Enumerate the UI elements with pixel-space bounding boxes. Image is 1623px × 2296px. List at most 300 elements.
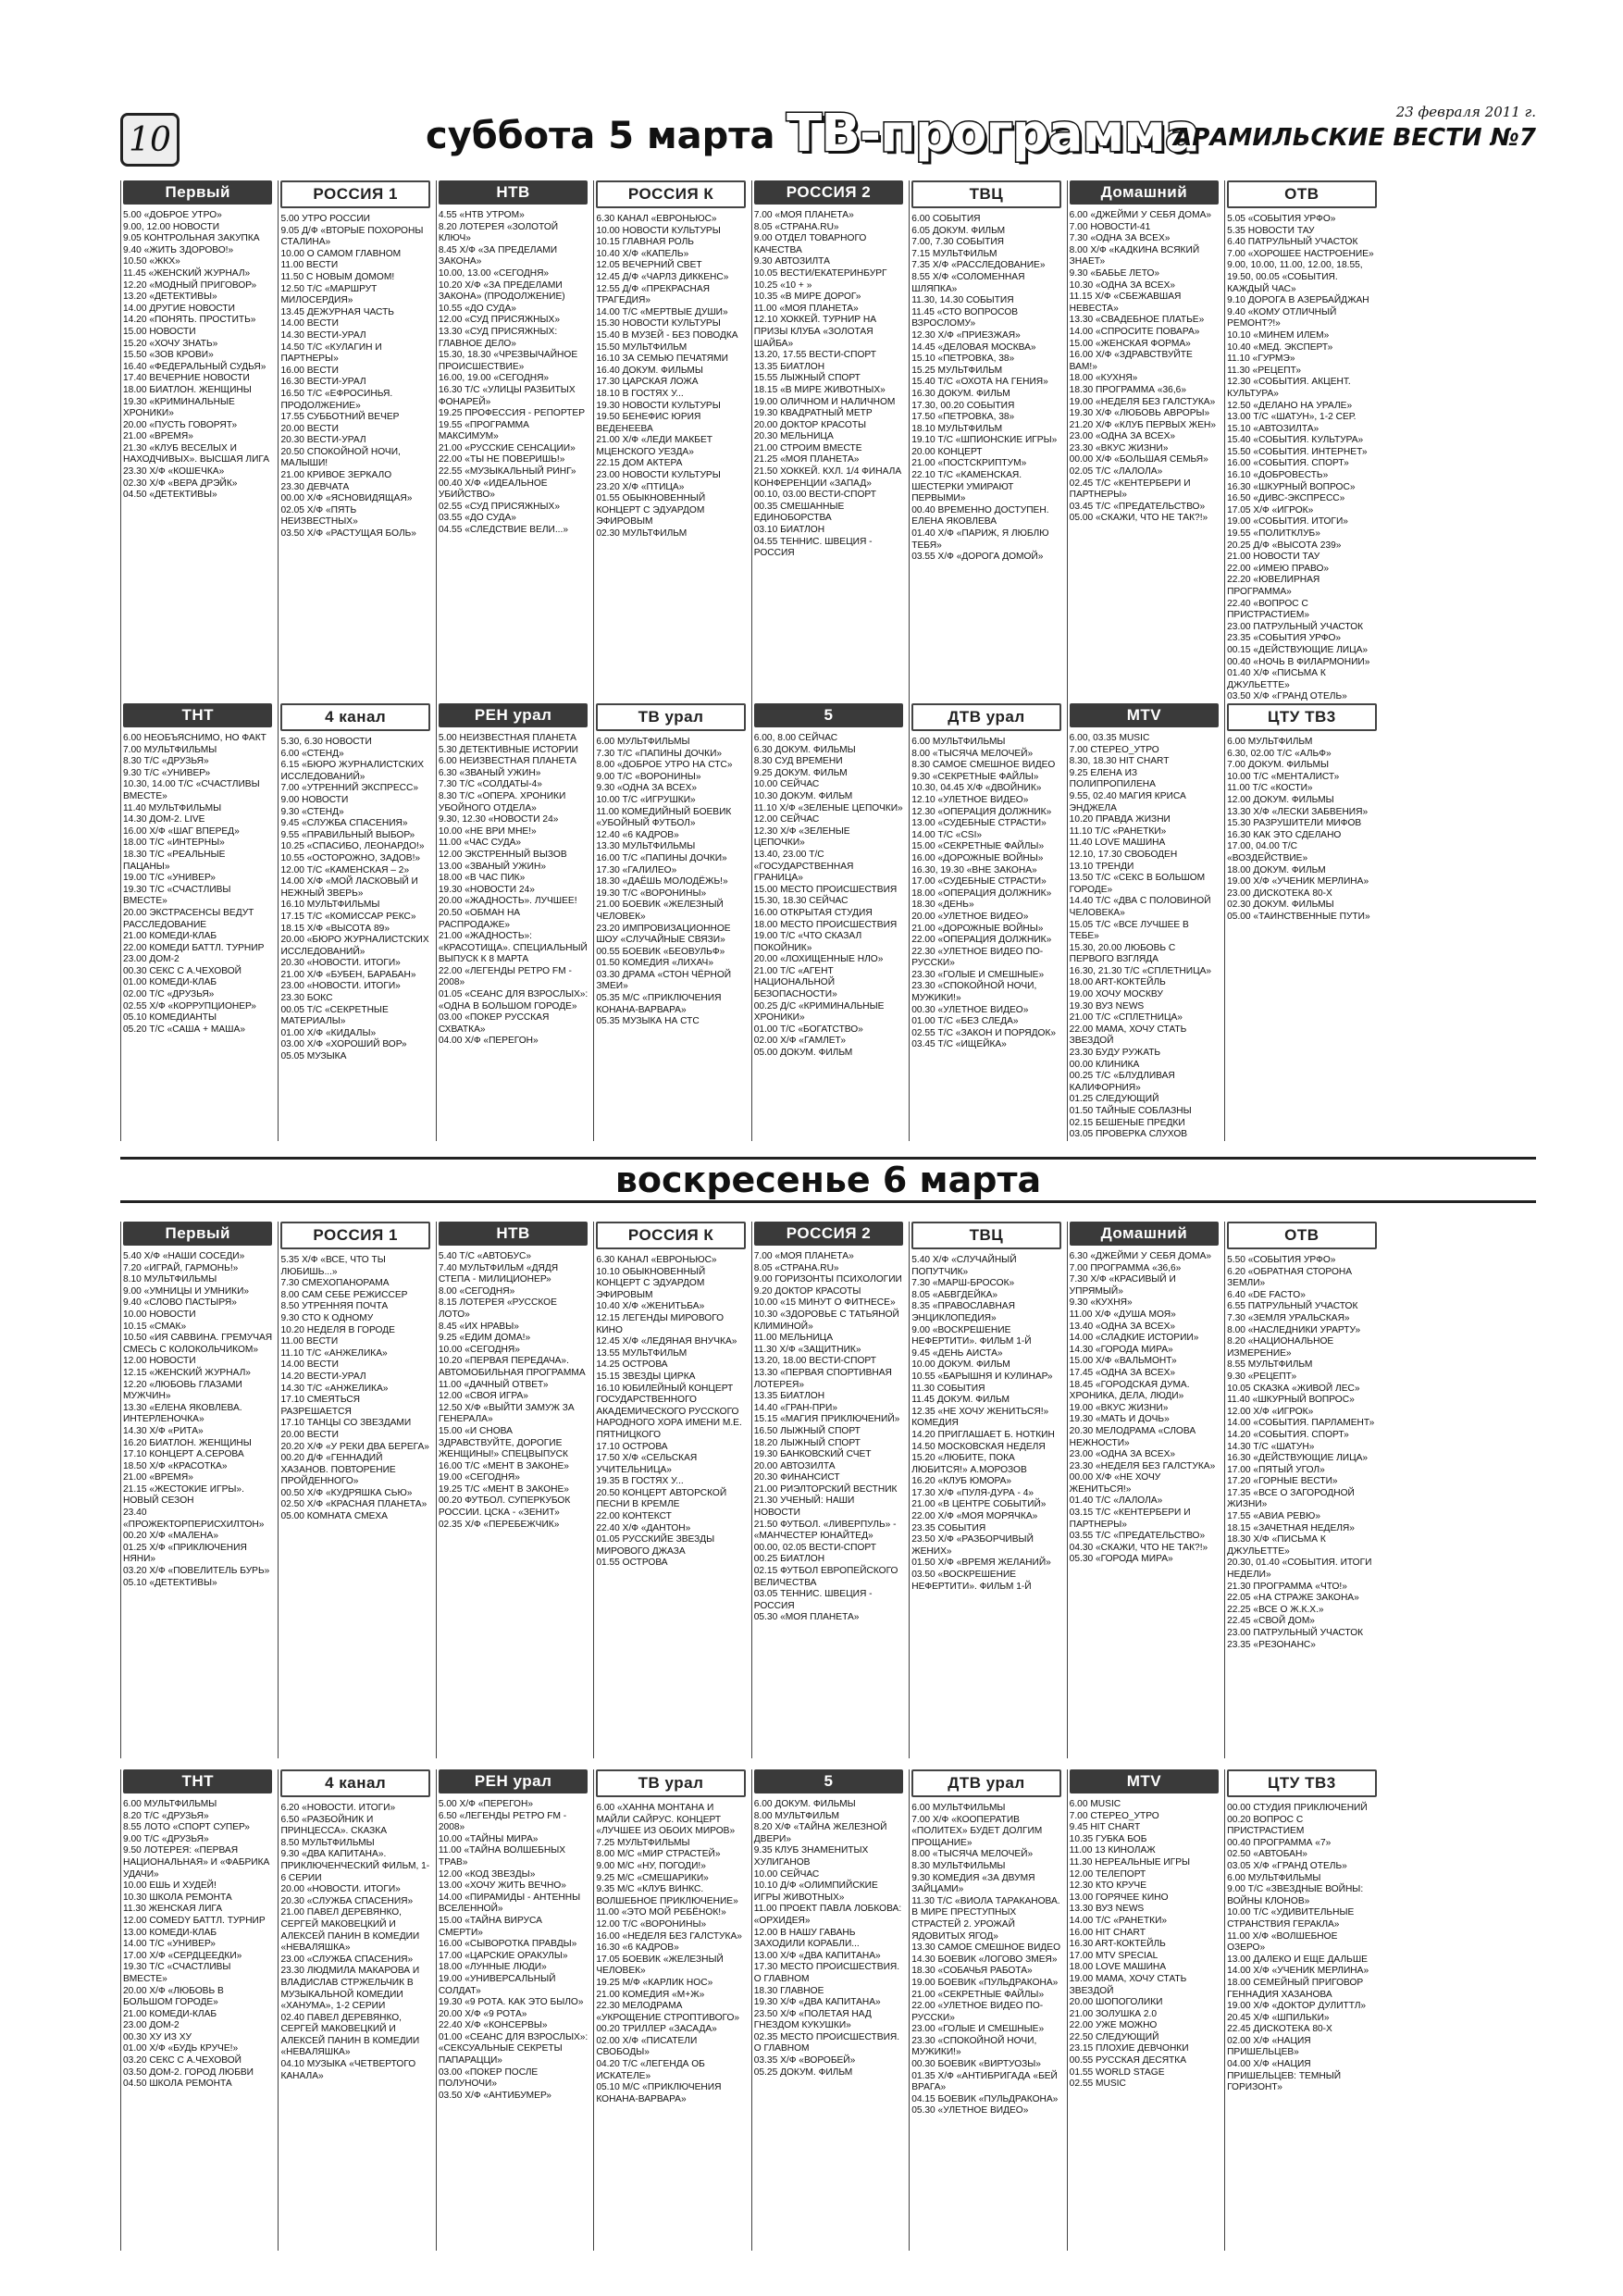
program-item: 11.30 СОБЫТИЯ [911,1383,985,1394]
channel-column [278,1769,431,2251]
program-item: 16.00 Т/С «ПАПИНЫ ДОЧКИ» [596,852,727,863]
program-item: 20.30 ФИНАНСИСТ [753,1472,840,1483]
channel-column [436,180,589,703]
program-list [1227,1255,1376,1651]
program-item: 9.45 «СЛУЖБА СПАСЕНИЯ» [280,818,408,829]
program-item: 00.00 СТУДИЯ ПРИКЛЮЧЕНИЙ [1227,1803,1368,1813]
program-item: 6.05 ДОКУМ. ФИЛЬМ [911,225,1006,236]
program-item: 6.00 ДОКУМ. ФИЛЬМЫ [753,1799,856,1809]
program-item: 20.30 МЕЛОДРАМА «СЛОВА НЕЖНОСТИ» [1069,1425,1196,1448]
saturday-bottom-grid [120,703,1536,1140]
program-item: 21.00 КОМЕДИ-КЛАБ [123,2008,217,2019]
program-item: 8.00 «ТЫСЯЧА МЕЛОЧЕЙ» [911,1849,1034,1860]
program-item: 7.25 МУЛЬТФИЛЬМЫ [596,1837,690,1848]
channel-column [751,1769,905,2251]
program-item: 12.00 СЕЙЧАС [753,814,820,825]
program-item: 20.25 Д/Ф «ВЫСОТА 239» [1227,540,1342,551]
program-item: 01.05 «СЕАНС ДЛЯ ВЗРОСЛЫХ»: «ОДНА В БОЛЬШОМ ГОРОДЕ» [438,989,588,1011]
program-item: 17.10 КОНЦЕРТ А.СЕРОВА [123,1449,244,1460]
program-item: 23.00 «СЛУЖБА СПАСЕНИЯ» [280,1954,414,1965]
program-item: 23.00 «ГОЛЫЕ И СМЕШНЫЕ» [911,2024,1045,2035]
program-item: 21.00 Х/Ф «БУБЕН, БАРАБАН» [280,969,416,980]
program-item: 00.55 БОЕВИК «БЕОВУЛЬФ» [596,946,725,957]
program-item: 01.00 Т/С «БЕЗ СЛЕДА» [911,1016,1019,1027]
program-list [1227,737,1376,924]
channel-logo: ТВЦ [911,1222,1060,1249]
program-item: 18.10 В ГОСТЯХ У... [596,388,684,399]
program-item: 5.00 «ДОБРОЕ УТРО» [123,210,222,220]
program-item: 9.45 «ДЕНЬ АИСТА» [911,1347,1003,1359]
channel-logo: РОССИЯ К [596,180,745,208]
program-item: 00.40 ПРОГРАММА «7» [1227,1837,1332,1848]
program-item: 12.30 Х/Ф «ЗЕЛЕНЫЕ ЦЕПОЧКИ» [753,825,850,849]
program-item: 00.25 БИАТЛОН [753,1554,825,1565]
program-list [280,214,429,540]
program-item: 05.30 «УЛЕТНОЕ ВИДЕО» [911,2105,1029,2116]
channel-logo: Первый [123,180,272,205]
program-item: 14.00 Т/С «МЕРТВЫЕ ДУШИ» [596,306,728,317]
program-item: 17.00 «СУДЕБНЫЕ СТРАСТИ» [911,876,1047,887]
program-item: 13.00 «СУДЕБНЫЕ СТРАСТИ» [911,818,1047,829]
program-item: 02.15 БЕШЕНЫЕ ПРЕДКИ [1069,1117,1185,1128]
program-item: 23.35 «РЕЗОНАНС» [1227,1639,1316,1650]
program-item: 23.00 ПАТРУЛЬНЫЙ УЧАСТОК [1227,621,1364,632]
program-item: 8.30, 18.30 HIT CHART [1069,756,1170,767]
program-item: 14.00 ВЕСТИ [280,1359,339,1371]
program-item: 02.35 Х/Ф «ПЕРЕБЕЖЧИК» [438,1519,560,1530]
program-item: 10.20 «ПЕРВАЯ ПЕРЕДАЧА». АВТОМОБИЛЬНАЯ ПРОГРАММА [438,1356,586,1378]
page-header [120,104,1536,174]
program-item: 11.40 LOVE МАШИНА [1069,838,1166,849]
program-item: 13.35 БИАТЛОН [753,361,825,372]
program-item: 17.55 СУББОТНИЙ ВЕЧЕР [280,412,400,423]
program-item: 11.00 Х/Ф «ВОЛШЕБНОЕ ОЗЕРО» [1227,1930,1338,1954]
program-item: 6.00 «СТЕНД» [280,748,344,759]
program-item: 05.00 КОМНАТА СМЕХА [280,1511,388,1522]
program-item: 16.00 «НЕДЕЛЯ БЕЗ ГАЛСТУКА» [596,1930,742,1942]
program-item: 11.40 «ШКУРНЫЙ ВОПРОС» [1227,1395,1355,1406]
program-item: 14.00 ВЕСТИ [280,318,339,329]
program-item: 11.00 «ТАЙНА ВОЛШЕБНЫХ ТРАВ» [438,1845,566,1868]
program-item: 9.25 ДОКУМ. ФИЛЬМ [753,767,848,778]
program-item: 20.50 СПОКОЙНОЙ НОЧИ, МАЛЫШИ! [280,446,401,469]
program-item: 8.00 «НАСЛЕДНИКИ УРАРТУ» [1227,1324,1361,1335]
program-item: 9.20 ДОКТОР КРАСОТЫ [753,1285,861,1297]
program-item: 20.00 «ЛОХИЩЕННЫЕ НЛО» [753,954,884,965]
program-item: 05.10 М/С «ПРИКЛЮЧЕНИЯ КОНАНА-ВАРВАРА» [596,2082,722,2104]
program-list [911,737,1060,1051]
program-item: 15.10 «ПЕТРОВКА, 38» [911,354,1015,365]
channel-column [909,180,1062,703]
program-item: 05.30 «МОЯ ПЛАНЕТА» [753,1612,860,1623]
program-item: 19.30 Т/С «СЧАСТЛИВЫ ВМЕСТЕ» [123,1962,231,1984]
program-item: 17.30 ЦАРСКАЯ ЛОЖА [596,377,699,388]
program-item: 23.30 «СПОКОЙНОЙ НОЧИ, МУЖИКИ!» [911,2035,1037,2058]
program-item: 02.55 Х/Ф «КОРРУПЦИОНЕР» [123,1000,256,1011]
program-item: 02.55 MUSIC [1069,2079,1126,2090]
program-item: 12.30 КТО КРУЧЕ [1069,1880,1146,1892]
program-item: 9.05 КОНТРОЛЬНАЯ ЗАКУПКА [123,233,260,244]
program-item: 9.00 Т/С «ЗВЕЗДНЫЕ ВОЙНЫ: ВОЙНЫ КЛОНОВ» [1227,1884,1364,1906]
program-item: 8.00 Х/Ф «КАДКИНА ВСЯКИЙ ЗНАЕТ» [1069,244,1200,267]
program-item: 12.00 ТЕЛЕПОРТ [1069,1868,1146,1880]
program-item: 23.30 БУДУ РУЖАТЬ [1069,1048,1161,1059]
program-item: 21.00 Т/С «АГЕНТ НАЦИОНАЛЬНОЙ БЕЗОПАСНОСТИ» [753,965,837,1000]
program-item: 16.00 HIT CHART [1069,1927,1146,1938]
channel-column [120,180,274,703]
program-item: 20.30 МЕЛЬНИЦА [753,431,834,442]
program-item: 9.25 ЕЛЕНА ИЗ ПОЛИПРОПИЛЕНА [1069,767,1156,790]
program-item: 7.15 МУЛЬТФИЛЬМ [911,248,997,259]
program-item: 00.00, 02.05 ВЕСТИ-СПОРТ [753,1542,876,1553]
program-item: 14.20 «СОБЫТИЯ. СПОРТ» [1227,1429,1349,1440]
program-item: 8.00 «СЕГОДНЯ» [438,1285,515,1297]
program-item: 17.45 «ОДНА ЗА ВСЕХ» [1069,1367,1176,1378]
program-item: 20.00 ШОПОГОЛИКИ [1069,1997,1163,2008]
program-item: 20.50 КОНЦЕРТ АВТОРСКОЙ ПЕСНИ В КРЕМЛЕ [596,1487,727,1510]
program-item: 9.55, 02.40 МАГИЯ КРИСА ЭНДЖЕЛА [1069,790,1186,813]
program-item: 03.50 ДОМ-2. ГОРОД ЛЮБВИ [123,2066,254,2078]
program-item: 10.30 ДОКУМ. ФИЛЬМ [753,790,853,801]
program-item: 17.00 MTV SPECIAL [1069,1950,1158,1961]
program-item: 20.00 «УЛЕТНОЕ ВИДЕО» [911,911,1029,922]
program-item: 00.20 ТРИЛЛЕР «ЗАСАДА» [596,2024,717,2035]
program-item: 11.00 «ЧАС СУДА» [438,838,522,849]
program-item: 8.30 СУД ВРЕМЕНИ [753,756,843,767]
program-item: 15.30, 18.30 СЕЙЧАС [753,896,849,907]
program-item: 17.10 ТАНЦЫ СО ЗВЕЗДАМИ [280,1418,412,1429]
program-item: 10.05 СКАЗКА «ЖИВОЙ ЛЕС» [1227,1383,1360,1394]
channel-logo: РОССИЯ 2 [754,180,903,205]
program-item: 16.00 «СОБЫТИЯ. СПОРТ» [1227,458,1349,469]
program-item: 17.15 Т/С «КОМИССАР РЕКС» [280,911,416,922]
program-item: 12.00 Т/С «ВОРОНИНЫ» [596,1918,707,1930]
program-item: 10.40 Х/Ф «ЖЕНИТЬБА» [596,1301,705,1312]
program-list [911,214,1060,564]
program-item: 8.30 САМОЕ СМЕШНОЕ ВИДЕО [911,760,1056,771]
program-item: 5.35 Х/Ф «ВСЕ, ЧТО ТЫ ЛЮБИШЬ...» [280,1255,386,1277]
channel-column [593,1769,747,2251]
program-item: 9.10 ДОРОГА В АЗЕРБАЙДЖАН [1227,295,1369,306]
program-item: 13.40, 23.00 Т/С «ГОСУДАРСТВЕННАЯ ГРАНИЦА» [753,849,854,884]
program-item: 23.40 «ПРОЖЕКТОРПЕРИСХИЛТОН» [123,1508,265,1530]
channel-column [1067,1769,1220,2251]
program-item: 16.40 «ФЕДЕРАЛЬНЫЙ СУДЬЯ» [123,361,266,372]
program-item: 14.25 ОСТРОВА [596,1359,668,1371]
program-item: 21.00 «ЖАДНОСТЬ»: «КРАСОТИЩА». СПЕЦИАЛЬНЫЙ ВЫПУСК К 8 МАРТА [438,931,588,965]
program-item: 15.40 Т/С «ОХОТА НА ГЕНИЯ» [911,377,1048,388]
program-item: 19.00 Х/Ф «УЧЕНИК МЕРЛИНА» [1227,876,1369,887]
program-item: 12.50 «ДЕЛАНО НА УРАЛЕ» [1227,400,1353,411]
program-item: 05.35 МУЗЫКА НА СТС [596,1016,700,1027]
program-item: 19.30 БАНКОВСКИЙ СЧЕТ [753,1449,872,1460]
program-item: 04.50 ШКОЛА РЕМОНТА [123,2079,232,2090]
program-list [280,1255,429,1523]
program-item: 15.40 В МУЗЕЙ - БЕЗ ПОВОДКА [596,329,738,341]
program-item: 18.20 ЛЫЖНЫЙ СПОРТ [753,1437,861,1448]
program-item: 13.30 «СУД ПРИСЯЖНЫХ: ГЛАВНОЕ ДЕЛО» [438,326,558,349]
program-item: 22.55 «МУЗЫКАЛЬНЫЙ РИНГ» [438,466,576,478]
program-item: 6.55 ПАТРУЛЬНЫЙ УЧАСТОК [1227,1301,1358,1312]
program-item: 15.50 МУЛЬТФИЛЬМ [596,341,688,353]
channel-column [1067,703,1220,1141]
program-item: 10.40 Х/Ф «КАПЕЛЬ» [596,248,689,259]
program-item: 21.50 ФУТБОЛ. «ЛИВЕРПУЛЬ» - «МАНЧЕСТЕР ЮНАЙТЕД» [753,1519,897,1542]
program-item: 15.05 Т/С «ВСЕ ЛУЧШЕЕ В ТЕБЕ» [1069,919,1189,942]
program-item: 17.30 МЕСТО ПРОИСШЕСТВИЯ. О ГЛАВНОМ [753,1962,900,1984]
program-item: 8.45 «ИХ НРАВЫ» [438,1321,519,1332]
program-item: 6.50 «РАЗБОЙНИК И ПРИНЦЕССА». СКАЗКА [280,1814,388,1837]
program-item: 18.30 «ДАЁШЬ МОЛОДЁЖЬ!» [596,876,728,887]
program-item: 03.55 Т/С «ПРЕДАТЕЛЬСТВО» [1069,1531,1206,1542]
program-item: 02.35 МЕСТО ПРОИСШЕСТВИЯ. О ГЛАВНОМ [753,2031,900,2054]
channel-column [909,1769,1062,2251]
program-item: 11.15 Х/Ф «СБЕЖАВШАЯ НЕВЕСТА» [1069,292,1182,314]
program-item: 22.10 Т/С «КАМЕНСКАЯ. ШЕСТЕРКИ УМИРАЮТ ПЕРВЫМИ» [911,470,1022,504]
program-item: 03.05 ПРОВЕРКА СЛУХОВ [1069,1129,1188,1140]
program-item: 20.00 Х/Ф «ЛЮБОВЬ В БОЛЬШОМ ГОРОДЕ» [123,1985,224,2008]
program-item: 21.00 «СЕКРЕТНЫЕ ФАЙЛЫ» [911,1989,1045,2000]
program-item: 14.30 Х/Ф «РИТА» [123,1425,204,1436]
program-item: 18.00 «КУХНЯ» [1069,373,1138,384]
program-item: 7.30 «МАРШ-БРОСОК» [911,1278,1015,1289]
channel-logo: ОТВ [1227,180,1376,208]
program-item: 01.00 КОМЕДИ-КЛАБ [123,977,217,988]
program-item: 10.15 ГЛАВНАЯ РОЛЬ [596,237,694,248]
program-item: 23.50 Х/Ф «РАЗБОРЧИВЫЙ ЖЕНИХ» [911,1534,1034,1557]
program-item: 00.25 Д/С «КРИМИНАЛЬНЫЕ ХРОНИКИ» [753,1000,885,1024]
program-item: 00.30 БОЕВИК «ВИРТУОЗЫ» [911,2059,1041,2070]
program-item: 05.30 «ГОРОДА МИРА» [1069,1554,1173,1565]
program-item: 7.30 «ОДНА ЗА ВСЕХ» [1069,233,1171,244]
program-item: 21.00 «ВРЕМЯ» [123,431,193,442]
program-item: 17.30 «ГАЛИЛЕО» [596,864,677,875]
program-item: 6.00 МУЛЬТФИЛЬМЫ [911,1803,1006,1813]
program-item: 10.30 «ОДНА ЗА ВСЕХ» [1069,279,1176,291]
publication-name: АРАМИЛЬСКИЕ ВЕСТИ №7 [1173,124,1536,152]
program-item: 6.30 КАНАЛ «ЕВРОНЬЮС» [596,1255,717,1265]
program-item: 20.00 ДОКТОР КРАСОТЫ [753,419,867,430]
program-item: 05.10 КОМЕДИАНТЫ [123,1012,217,1024]
program-item: 12.10 ХОККЕЙ. ТУРНИР НА ПРИЗЫ КЛУБА «ЗОЛОТАЯ ШАЙБА» [753,315,877,349]
program-list [439,1251,588,1531]
program-item: 15.30, 20.00 ЛЮБОВЬ С ПЕРВОГО ВЗГЛЯДА [1069,942,1176,965]
program-item: 16.50 ЛЫЖНЫЙ СПОРТ [753,1425,861,1436]
program-item: 11.00 13 КИНОЛАЖ [1069,1845,1156,1856]
program-item: 9.00 М/С «НУ, ПОГОДИ!» [596,1860,706,1871]
sunday-date-title: воскресенье 6 марта [120,1157,1536,1203]
program-item: 04.50 «ДЕТЕКТИВЫ» [123,490,217,501]
program-item: 01.00 Х/Ф «КИДАЛЫ» [280,1027,377,1038]
program-item: 21.00 «ДОРОЖНЫЕ ВОЙНЫ» [911,923,1044,934]
program-item: 04.00 Х/Ф «НАЦИЯ ПРИШЕЛЬЦЕВ: ТЕМНЫЙ ГОРИЗОНТ» [1227,2059,1342,2093]
program-item: 5.50 «СОБЫТИЯ УРФО» [1227,1255,1336,1265]
program-item: 9.00 ГОРИЗОНТЫ ПСИХОЛОГИИ [753,1274,902,1285]
saturday-date-title: суббота 5 марта [426,115,775,157]
program-item: 02.40 ПАВЕЛ ДЕРЕВЯНКО, СЕРГЕЙ МАКОВЕЦКИЙ И АЛЕКСЕЙ ПАНИН В КОМЕДИИ «НЕВАЛЯШКА» [280,2012,420,2058]
program-item: 16.30 ДОКУМ. ФИЛЬМ [911,388,1010,399]
program-item: 20.00 «ПУСТЬ ГОВОРЯТ» [123,419,238,430]
program-item: 19.30 «НОВОСТИ 24» [438,884,535,895]
program-item: 16.10 ЮБИЛЕЙНЫЙ КОНЦЕРТ ГОСУДАРСТВЕННОГО АКАДЕМИЧЕСКОГО РУССКОГО НАРОДНОГО ХОРА ИМЕНИ М.Е. ПЯТНИЦКОГО [596,1383,742,1440]
program-item: 10.00 НОВОСТИ КУЛЬТУРЫ [596,225,721,236]
program-item: 01.25 СЛЕДУЮЩИЙ [1069,1094,1159,1105]
program-item: 13.00 ДАЛЕКО И ЕЩЕ ДАЛЬШЕ [1227,1954,1368,1965]
program-item: 12.00 «СУД ПРИСЯЖНЫХ» [438,315,561,326]
program-item: 13.30 САМОЕ СМЕШНОЕ ВИДЕО [911,1942,1061,1954]
program-item: 7.00 МУЛЬТФИЛЬМЫ [123,744,217,755]
program-item: 19.00 «СОБЫТИЯ. ИТОГИ» [1227,516,1348,527]
program-list [280,1803,429,2082]
program-item: 7.30 Т/С «СОЛДАТЫ-4» [438,779,542,790]
program-item: 9.55 «ПРАВИЛЬНЫЙ ВЫБОР» [280,829,415,840]
program-item: 22.00 «ЛЕГЕНДЫ РЕТРО FM - 2008» [438,965,572,988]
program-list [596,1803,745,2105]
program-item: 6.50 «ЛЕГЕНДЫ РЕТРО FM - 2008» [438,1810,567,1833]
program-item: 18.50 Х/Ф «КРАСОТКА» [123,1460,228,1471]
channel-logo: ЦТУ ТВ3 [1227,703,1376,731]
channel-column [1067,180,1220,703]
program-item: 03.45 Т/С «ПРЕДАТЕЛЬСТВО» [1069,501,1206,512]
program-item: 16.20 «КЛУБ ЮМОРА» [911,1476,1012,1487]
program-item: 17.30 Х/Ф «ПУЛЯ-ДУРА - 4» [911,1487,1035,1498]
program-item: 00.35 СМЕШАННЫЕ ЕДИНОБОРСТВА [753,501,845,524]
program-item: 19.30 НОВОСТИ КУЛЬТУРЫ [596,400,721,411]
program-item: 11.00 «ЭТО МОЙ РЕБЁНОК!» [596,1907,726,1918]
program-item: 17.50 «ПЕТРОВКА, 38» [911,412,1015,423]
page-number: 10 [120,113,180,167]
channel-logo: ДТВ урал [911,1769,1060,1797]
program-item: 11.45 «ЖЕНСКИЙ ЖУРНАЛ» [123,267,251,279]
program-item: 02.55 «СУД ПРИСЯЖНЫХ» [438,501,561,512]
program-item: 03.50 «ВОСКРЕШЕНИЕ НЕФЕРТИТИ». ФИЛЬМ 1-Й [911,1570,1032,1592]
program-item: 15.20 «ХОЧУ ЗНАТЬ» [123,338,218,349]
program-item: 8.20 «НАЦИОНАЛЬНОЕ ИЗМЕРЕНИЕ» [1227,1336,1334,1359]
program-item: 21.00 «ВРЕМЯ» [123,1472,193,1483]
program-item: 14.30 Т/С «ШАТУН» [1227,1441,1315,1452]
program-item: 8.50 УТРЕННЯЯ ПОЧТА [280,1301,389,1312]
program-item: 19.00 ХОЧУ МОСКВУ [1069,989,1163,1000]
program-item: 11.00 КОМЕДИЙНЫЙ БОЕВИК «УБОЙНЫЙ ФУТБОЛ» [596,806,732,829]
program-item: 9.00, 10.00, 11.00, 12.00, 18.55, 19.50, 00.05 «СОБЫТИЯ. КАЖДЫЙ ЧАС» [1227,260,1363,294]
program-item: 13.00 «ЗВАНЫЙ УЖИН» [438,861,547,872]
program-item: 9.30 «КУХНЯ» [1069,1297,1133,1309]
channel-column [751,180,905,703]
program-item: 00.40 «НОЧЬ В ФИЛАРМОНИИ» [1227,656,1370,667]
program-item: 05.10 «ДЕТЕКТИВЫ» [123,1577,217,1588]
program-item: 16.10 МУЛЬТФИЛЬМЫ [280,900,380,911]
program-item: 21.00 РИЭЛТОРСКИЙ ВЕСТНИК [753,1483,898,1495]
program-item: 11.10 «ГУРМЭ» [1227,354,1295,365]
program-item: 6.00 «ХАННА МОНТАНА И МАЙЛИ САЙРУС. КОНЦЕРТ «ЛУЧШЕЕ ИЗ ОБОИХ МИРОВ» [596,1803,736,1837]
program-item: 8.00 «ТЫСЯЧА МЕЛОЧЕЙ» [911,748,1034,759]
channel-column [436,703,589,1141]
program-list [439,733,588,1048]
program-item: 16.00 Х/Ф «ЗДРАВСТВУЙТЕ ВАМ!» [1069,350,1193,372]
program-item: 10.20 Х/Ф «ЗА ПРЕДЕЛАМИ ЗАКОНА» (ПРОДОЛЖЕНИЕ) [438,279,565,303]
program-item: 13.45 ДЕЖУРНАЯ ЧАСТЬ [280,306,394,317]
program-item: 5.30, 6.30 НОВОСТИ [280,737,372,747]
program-item: 14.30 Т/С «АНЖЕЛИКА» [280,1383,389,1394]
program-item: 5.00 Х/Ф «ПЕРЕГОН» [438,1799,533,1809]
program-item: 9.00 ОТДЕЛ ТОВАРНОГО КАЧЕСТВА [753,233,867,255]
program-item: 18.00 ДОКУМ. ФИЛЬМ [1227,864,1326,875]
program-item: 12.30 «ОПЕРАЦИЯ ДОЛЖНИК» [911,806,1052,817]
channel-logo: РЕН урал [439,703,588,727]
program-item: 01.50 ТАЙНЫЕ СОБЛАЗНЫ [1069,1106,1192,1116]
program-item: 10.30 ШКОЛА РЕМОНТА [123,1892,232,1903]
program-item: 15.40 «СОБЫТИЯ. КУЛЬТУРА» [1227,435,1364,446]
channel-logo: ТВЦ [911,180,1060,208]
program-item: 16.00 Т/С «МЕНТ В ЗАКОНЕ» [438,1460,569,1471]
program-item: 5.40 Т/С «АВТОБУС» [438,1251,531,1261]
program-item: 14.30 ДОМ-2. LIVE [123,814,205,825]
program-list [123,1251,272,1589]
program-item: 14.00 ДРУГИЕ НОВОСТИ [123,303,235,314]
program-item: 21.00 БОЕВИК «ЖЕЛЕЗНЫЙ ЧЕЛОВЕК» [596,900,724,922]
program-item: 10.00 Т/С «МЕНТАЛИСТ» [1227,771,1340,782]
program-item: 14.20 ВЕСТИ-УРАЛ [280,1371,366,1382]
program-item: 6.00 НЕОБЪЯСНИМО, НО ФАКТ [123,733,266,743]
program-item: 10.10 Д/Ф «ОЛИМПИЙСКИЕ ИГРЫ ЖИВОТНЫХ» [753,1880,878,1903]
program-item: 22.00 «ТЫ НЕ ПОВЕРИШЬ!» [438,454,565,465]
program-item: 6.15 «БЮРО ЖУРНАЛИСТСКИХ ИССЛЕДОВАНИЙ» [280,760,424,782]
program-item: 15.00 «ЖЕНСКАЯ ФОРМА» [1069,338,1191,349]
program-list [1070,1251,1219,1566]
program-item: 03.55 Х/Ф «ДОРОГА ДОМОЙ» [911,552,1044,563]
program-item: 19.30 ВУЗ NEWS [1069,1000,1145,1011]
channel-logo: 4 канал [280,1769,429,1797]
program-item: 12.15 ЛЕГЕНДЫ МИРОВОГО КИНО [596,1312,725,1335]
program-item: 6.30, 02.00 Т/С «АЛЬФ» [1227,748,1332,759]
program-item: 6.00 МУЛЬТФИЛЬМЫ [1227,1872,1321,1883]
program-item: 16.30 ART-КОКТЕЙЛЬ [1069,1939,1166,1950]
program-item: 8.45 Х/Ф «ЗА ПРЕДЕЛАМИ ЗАКОНА» [438,244,558,267]
program-item: 00.20 Х/Ф «МАЛЕНА» [123,1531,218,1542]
program-item: 21.00 Х/Ф «ЛЕДИ МАКБЕТ МЦЕНСКОГО УЕЗДА» [596,435,712,457]
program-item: 6.00 НЕИЗВЕСТНАЯ ПЛАНЕТА [438,756,576,767]
program-item: 19.25 ПРОФЕССИЯ - РЕПОРТЕР [438,408,585,419]
program-item: 16.00 ВЕСТИ [280,365,339,376]
program-list [280,737,429,1063]
program-item: 00.20 ВОПРОС С ПРИСТРАСТИЕМ [1227,1814,1305,1837]
program-item: 9.30 АВТОЗИЛТА [753,256,830,267]
program-item: 16.10 ЗА СЕМЬЮ ПЕЧАТЯМИ [596,354,728,365]
program-item: 11.10 Х/Ф «ЗЕЛЕНЫЕ ЦЕПОЧКИ» [753,802,903,813]
program-item: 13.00 «ХОЧУ ЖИТЬ ВЕЧНО» [438,1880,566,1892]
program-item: 02.15 ФУТБОЛ ЕВРОПЕЙСКОГО ВЕЛИЧЕСТВА [753,1566,898,1588]
program-item: 7.30 СМЕХОПАНОРАМА [280,1278,390,1289]
program-list [754,1799,903,2079]
program-item: 22.40 Х/Ф «ДАНТОН» [596,1522,691,1533]
program-item: 15.30 РАЗРУШИТЕЛИ МИФОВ [1227,818,1362,829]
program-item: 23.35 СОБЫТИЯ [911,1522,986,1533]
program-item: 23.15 ПЛОХИЕ ДЕВЧОНКИ [1069,2043,1189,2054]
program-item: 02.00 Х/Ф «НАЦИЯ ПРИШЕЛЬЦЕВ» [1227,2035,1311,2058]
program-item: 22.50 СЛЕДУЮЩИЙ [1069,2031,1159,2042]
program-item: 11.00 «МОЯ ПЛАНЕТА» [753,303,859,314]
program-item: 01.35 Х/Ф «АНТИБРИГАДА «БЕЙ ВРАГА» [911,2070,1058,2093]
program-item: 23.00 «ОДНА ЗА ВСЕХ» [1069,431,1176,442]
program-item: 20.00 Х/Ф «9 РОТА» [438,2008,527,2019]
program-item: 15.15 «МАГИЯ ПРИКЛЮЧЕНИЙ» [753,1414,900,1425]
channel-logo: ТНТ [123,703,272,727]
program-item: 22.30 «УЛЕТНОЕ ВИДЕО ПО-РУССКИ» [911,946,1044,969]
program-item: 05.00 «СКАЖИ, ЧТО НЕ ТАК?!» [1069,513,1208,524]
program-item: 19.30 Х/Ф «ЛЮБОВЬ АВРОРЫ» [1069,408,1210,419]
program-item: 19.35 В ГОСТЯХ У... [596,1476,684,1487]
program-item: 16.10 «ДОБРОВЕСТЬ» [1227,470,1329,481]
